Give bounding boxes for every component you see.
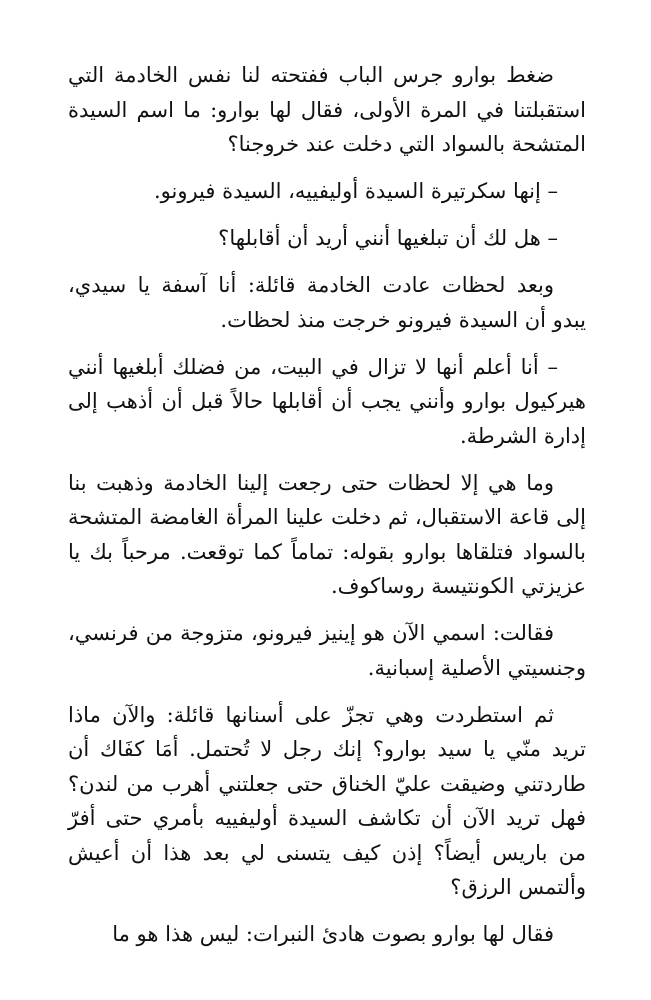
paragraph-6: وما هي إلا لحظات حتى رجعت إلينا الخادمة وذهبت بنا إلى قاعة الاستقبال، ثم دخلت علينا المرأة الغامضة المتشحة بالسواد فتلقاها بوارو بقوله: تماماً كما توقعت. مرحباً بك يا عزيزتي الكونتيسة روساكوف.	[68, 470, 586, 598]
paragraph-5: – أنا أعلم أنها لا تزال في البيت، من فضلك أبلغيها أنني هيركيول بوارو وأنني يجب أن أقابلها حالاً قبل أن أذهب إلى إدارة الشرطة.	[68, 354, 586, 448]
book-page	[68, 58, 586, 964]
paragraph-8: ثم استطردت وهي تجزّ على أسنانها قائلة: والآن ماذا تريد منّي يا سيد بوارو؟ إنك رجل لا تُحتمل. أمَا كفَاك أن طاردتني وضيقت عليّ الخناق حتى جعلتني أهرب من لندن؟ فهل تريد الآن أن تكاشف السيدة أوليفييه بأمري حتى أفرّ من باريس أيضاً؟ إذن كيف يتسنى لي بعد هذا أن أعيش وألتمس الرزق؟	[68, 702, 586, 899]
paragraph-7: فقالت: اسمي الآن هو إينيز فيرونو، متزوجة من فرنسي، وجنسيتي الأصلية إسبانية.	[68, 621, 586, 680]
paragraph-4: وبعد لحظات عادت الخادمة قائلة: أنا آسفة يا سيدي، يبدو أن السيدة فيرونو خرجت منذ لحظات.	[68, 273, 586, 332]
paragraph-1: ضغط بوارو جرس الباب ففتحته لنا نفس الخادمة التي استقبلتنا في المرة الأولى، فقال لها بوارو: ما اسم السيدة المتشحة بالسواد التي دخلت عند خروجنا؟	[68, 63, 586, 156]
paragraph-3: – هل لك أن تبلغيها أنني أريد أن أقابلها؟	[218, 226, 558, 250]
paragraph-2: – إنها سكرتيرة السيدة أوليفييه، السيدة فيرونو.	[153, 179, 558, 203]
paragraph-9: فقال لها بوارو بصوت هادئ النبرات: ليس هذا هو ما	[112, 922, 554, 946]
